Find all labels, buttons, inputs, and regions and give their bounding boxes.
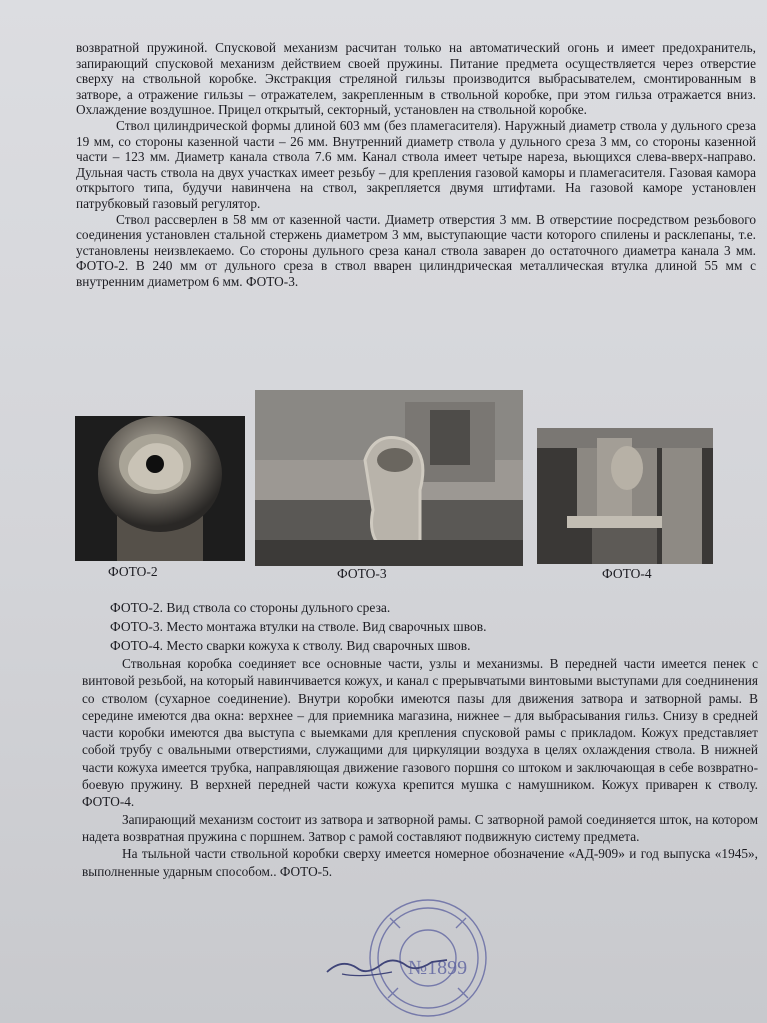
photo-2 xyxy=(75,416,245,561)
photo-2-label: ФОТО-2 xyxy=(108,564,158,579)
barrel-muzzle-photo-icon xyxy=(75,416,245,561)
text-block-bottom xyxy=(82,655,758,880)
photo-3 xyxy=(255,390,523,566)
caption-photo-2: ФОТО-2. Вид ствола со стороны дульного среза. xyxy=(110,600,391,615)
signature xyxy=(322,950,452,980)
paragraph-barrel: Ствол цилиндрической формы длиной 603 мм (без пламегасителя). Наружный диаметр ствола у дульного среза 19 мм, со стороны казенной части – 26 мм. Внутренний диаметр ствола у дульного среза 3 мм, со стороны казенной части – 123 мм. Диаметр канала ствола 7.6 мм. Канал ствола имеет четыре нареза, вьющихся слева-вверх-направо. Дульная часть ствола на двух участках имеет резьбу – для крепления газовой каморы и пламегасителя. Газовая камора открытого типа, будучи навинчена на ствол, закрепляется двумя штифтами. На газовой каморе установлен патрубковый газовый регулятор. xyxy=(76,117,756,211)
photo-captions xyxy=(110,598,710,655)
text-block-top xyxy=(76,40,756,290)
caption-photo-4: ФОТО-4. Место сварки кожуха к стволу. Вид сварочных швов. xyxy=(110,638,471,653)
paragraph-locking: Запирающий механизм состоит из затвора и затворной рамы. С затворной рамой соединяется шток, на котором надета возвратная пружина с поршнем. Затвор с рамой составляют подвижную систему предмета. xyxy=(82,811,758,844)
stamp-number: №1899 xyxy=(408,957,468,979)
paragraph-barrel-drilled: Ствол рассверлен в 58 мм от казенной части. Диаметр отверстия 3 мм. В отверстиие посредством резьбового соединения установлен стальной стержень диаметром 3 мм, выступающие части которого спилены и расклепаны, т.е. установлены неизвлекаемо. Со стороны дульного среза канал ствола заварен до остаточного диаметра канала 3 мм. ФОТО-2. В 240 мм от дульного среза в ствол вварен цилиндрическая металлическая втулка длиной 55 мм с внутренним диаметром 6 мм. ФОТО-3. xyxy=(76,211,756,289)
paragraph-marking: На тыльной части ствольной коробки сверху имеется номерное обозначение «АД-909» и год выпуска «1945», выполненные ударным способом.. ФОТО-5. xyxy=(82,846,758,879)
casing-weld-photo-icon xyxy=(537,428,713,564)
caption-photo-3: ФОТО-3. Место монтажа втулки на стволе. Вид сварочных швов. xyxy=(110,619,487,634)
paragraph-mechanism: возвратной пружиной. Спусковой механизм расчитан только на автоматический огонь и имеет предохранитель, запирающий спусковой механизм действием своей пружины. Питание предмета осуществляется через отверстие сверху на ствольной коробке. Экстракция стреляной гильзы производится выбрасывателем, смонтированным в затворе, а отражение гильзы – отражателем, закрепленным в ствольной коробке, при этом гильза отражается вниз. Охлаждение воздушное. Прицел открытый, секторный, установлен на ствольной коробке. xyxy=(76,40,756,118)
paragraph-receiver: Ствольная коробка соединяет все основные части, узлы и механизмы. В передней части имеется пенек с винтовой резьбой, на который навинчивается кожух, и канал с прерывчатыми винтовыми выступами для соеднинения со стволом (сухарное соединение). Внутри коробки имеются пазы для движения затвора и затворной рамы. В середине имеются два окна: верхнее – для приемника магазина, нижнее – для выбрасывания гильз. Снизу в средней части коробки имеются два выступа с выемками для крепления спусковой рамы с прикладом. Кожух представляет собой трубу с овальными отверстиями, служащими для циркуляции воздуха в целях охлаждения ствола. В нижней части кожуха имеется трубка, направляющая движение газового поршня со штоком и заключающая в себе возвратно-боевую пружину. В верхней передней части кожуха крепится мушка с намушником. Кожух приварен к стволу. ФОТО-4. xyxy=(82,656,758,810)
barrel-sleeve-weld-photo-icon xyxy=(255,390,523,566)
photo-4 xyxy=(537,428,713,564)
photo-4-label: ФОТО-4 xyxy=(602,566,652,581)
photo-3-label: ФОТО-3 xyxy=(337,566,387,581)
handwritten-signature-icon xyxy=(322,950,452,980)
